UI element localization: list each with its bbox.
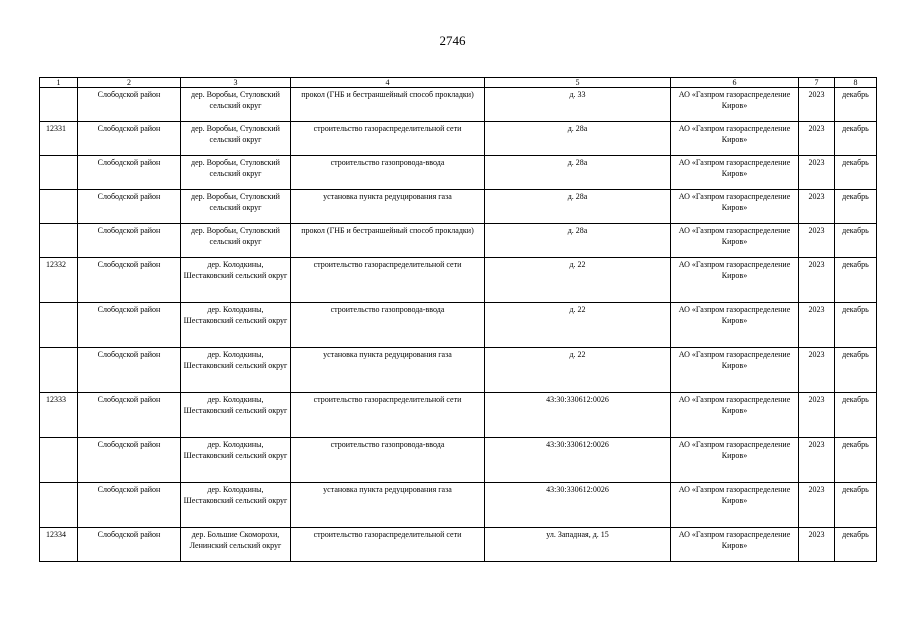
table-cell: 2023	[799, 528, 835, 562]
table-cell: строительство газораспределительной сети	[291, 258, 485, 303]
table-cell: 43:30:330612:0026	[485, 438, 671, 483]
table-cell: дер. Воробьи, Стуловский сельский округ	[181, 156, 291, 190]
table-cell: строительство газопровода-ввода	[291, 156, 485, 190]
column-header: 5	[485, 78, 671, 88]
table-body	[40, 88, 877, 562]
table-cell: декабрь	[835, 224, 877, 258]
table-cell: 2023	[799, 122, 835, 156]
table-cell: строительство газораспределительной сети	[291, 122, 485, 156]
table-cell: установка пункта редуцирования газа	[291, 483, 485, 528]
table-cell	[40, 190, 78, 224]
table-cell: АО «Газпром газораспределение Киров»	[671, 348, 799, 393]
table-cell: АО «Газпром газораспределение Киров»	[671, 224, 799, 258]
table-cell: установка пункта редуцирования газа	[291, 348, 485, 393]
table-cell: дер. Колодкины, Шестаковский сельский округ	[181, 303, 291, 348]
table-cell: 2023	[799, 438, 835, 483]
column-header: 6	[671, 78, 799, 88]
table-cell: д. 28а	[485, 190, 671, 224]
table-cell: установка пункта редуцирования газа	[291, 190, 485, 224]
table-cell: 2023	[799, 156, 835, 190]
table-cell: дер. Колодкины, Шестаковский сельский округ	[181, 348, 291, 393]
column-header: 3	[181, 78, 291, 88]
table-cell: АО «Газпром газораспределение Киров»	[671, 438, 799, 483]
table-cell: 12334	[40, 528, 78, 562]
table-cell: АО «Газпром газораспределение Киров»	[671, 122, 799, 156]
table-cell: Слободской район	[78, 258, 181, 303]
table-cell: 2023	[799, 303, 835, 348]
table-row	[40, 483, 877, 528]
table-cell: АО «Газпром газораспределение Киров»	[671, 393, 799, 438]
table-cell: дер. Большие Скоморохи, Ленинский сельский округ	[181, 528, 291, 562]
table-cell: декабрь	[835, 156, 877, 190]
column-header: 7	[799, 78, 835, 88]
table-cell: 12331	[40, 122, 78, 156]
table-cell: 2023	[799, 224, 835, 258]
table-cell: АО «Газпром газораспределение Киров»	[671, 88, 799, 122]
table-cell: 2023	[799, 393, 835, 438]
table-cell: ул. Западная, д. 15	[485, 528, 671, 562]
page-number: 2746	[439, 33, 466, 48]
table-cell: АО «Газпром газораспределение Киров»	[671, 156, 799, 190]
table-cell: дер. Колодкины, Шестаковский сельский округ	[181, 483, 291, 528]
table-cell: д. 33	[485, 88, 671, 122]
table-cell: д. 22	[485, 303, 671, 348]
table-cell: 2023	[799, 190, 835, 224]
table-cell: декабрь	[835, 258, 877, 303]
table-cell: Слободской район	[78, 303, 181, 348]
table-cell: Слободской район	[78, 156, 181, 190]
table-row	[40, 528, 877, 562]
table-cell: 12332	[40, 258, 78, 303]
table-cell: декабрь	[835, 88, 877, 122]
table-cell: дер. Колодкины, Шестаковский сельский округ	[181, 258, 291, 303]
table-cell: Слободской район	[78, 483, 181, 528]
table-cell: АО «Газпром газораспределение Киров»	[671, 258, 799, 303]
table-cell: Слободской район	[78, 190, 181, 224]
table-row	[40, 348, 877, 393]
table-cell: декабрь	[835, 438, 877, 483]
table-cell: дер. Колодкины, Шестаковский сельский округ	[181, 393, 291, 438]
table-cell	[40, 156, 78, 190]
table-cell	[40, 88, 78, 122]
table-cell: д. 28а	[485, 224, 671, 258]
table-cell	[40, 303, 78, 348]
table-row	[40, 122, 877, 156]
table-cell: 12333	[40, 393, 78, 438]
column-header: 4	[291, 78, 485, 88]
table-cell: декабрь	[835, 483, 877, 528]
table-cell: 43:30:330612:0026	[485, 483, 671, 528]
table-cell: 2023	[799, 258, 835, 303]
column-header: 8	[835, 78, 877, 88]
table-cell: 2023	[799, 348, 835, 393]
table-cell: д. 28а	[485, 156, 671, 190]
table-cell: Слободской район	[78, 393, 181, 438]
table-cell: АО «Газпром газораспределение Киров»	[671, 483, 799, 528]
table-cell: строительство газораспределительной сети	[291, 528, 485, 562]
table-cell: прокол (ГНБ и бестраншейный способ прокладки)	[291, 88, 485, 122]
table-cell	[40, 483, 78, 528]
data-table	[39, 77, 877, 562]
table-row	[40, 190, 877, 224]
table-cell	[40, 348, 78, 393]
table-cell: Слободской район	[78, 438, 181, 483]
table-cell: Слободской район	[78, 88, 181, 122]
table-cell: АО «Газпром газораспределение Киров»	[671, 303, 799, 348]
table-cell: Слободской район	[78, 224, 181, 258]
table-cell: дер. Воробьи, Стуловский сельский округ	[181, 190, 291, 224]
table-cell: д. 22	[485, 348, 671, 393]
table-cell: АО «Газпром газораспределение Киров»	[671, 190, 799, 224]
table-cell	[40, 224, 78, 258]
table-row	[40, 224, 877, 258]
table-cell: дер. Воробьи, Стуловский сельский округ	[181, 122, 291, 156]
table-cell: декабрь	[835, 190, 877, 224]
table-cell: АО «Газпром газораспределение Киров»	[671, 528, 799, 562]
table-cell: дер. Воробьи, Стуловский сельский округ	[181, 88, 291, 122]
table-cell: строительство газопровода-ввода	[291, 303, 485, 348]
table-row	[40, 303, 877, 348]
table-cell: 2023	[799, 88, 835, 122]
table-cell: дер. Колодкины, Шестаковский сельский округ	[181, 438, 291, 483]
table-row	[40, 258, 877, 303]
table-cell: Слободской район	[78, 348, 181, 393]
table-cell: строительство газораспределительной сети	[291, 393, 485, 438]
table-row	[40, 156, 877, 190]
table-cell: д. 22	[485, 258, 671, 303]
table-cell: Слободской район	[78, 528, 181, 562]
table-row	[40, 88, 877, 122]
table-cell: 43:30:330612:0026	[485, 393, 671, 438]
table-row	[40, 438, 877, 483]
header-row	[40, 78, 877, 88]
table-cell: 2023	[799, 483, 835, 528]
table-cell: декабрь	[835, 393, 877, 438]
table-cell: строительство газопровода-ввода	[291, 438, 485, 483]
column-header: 1	[40, 78, 78, 88]
table-cell: декабрь	[835, 528, 877, 562]
table-cell: прокол (ГНБ и бестраншейный способ прокладки)	[291, 224, 485, 258]
table-cell: дер. Воробьи, Стуловский сельский округ	[181, 224, 291, 258]
table-cell	[40, 438, 78, 483]
table-cell: декабрь	[835, 348, 877, 393]
column-header: 2	[78, 78, 181, 88]
table-cell: декабрь	[835, 303, 877, 348]
table-cell: д. 28а	[485, 122, 671, 156]
table-cell: Слободской район	[78, 122, 181, 156]
table-cell: декабрь	[835, 122, 877, 156]
table-row	[40, 393, 877, 438]
